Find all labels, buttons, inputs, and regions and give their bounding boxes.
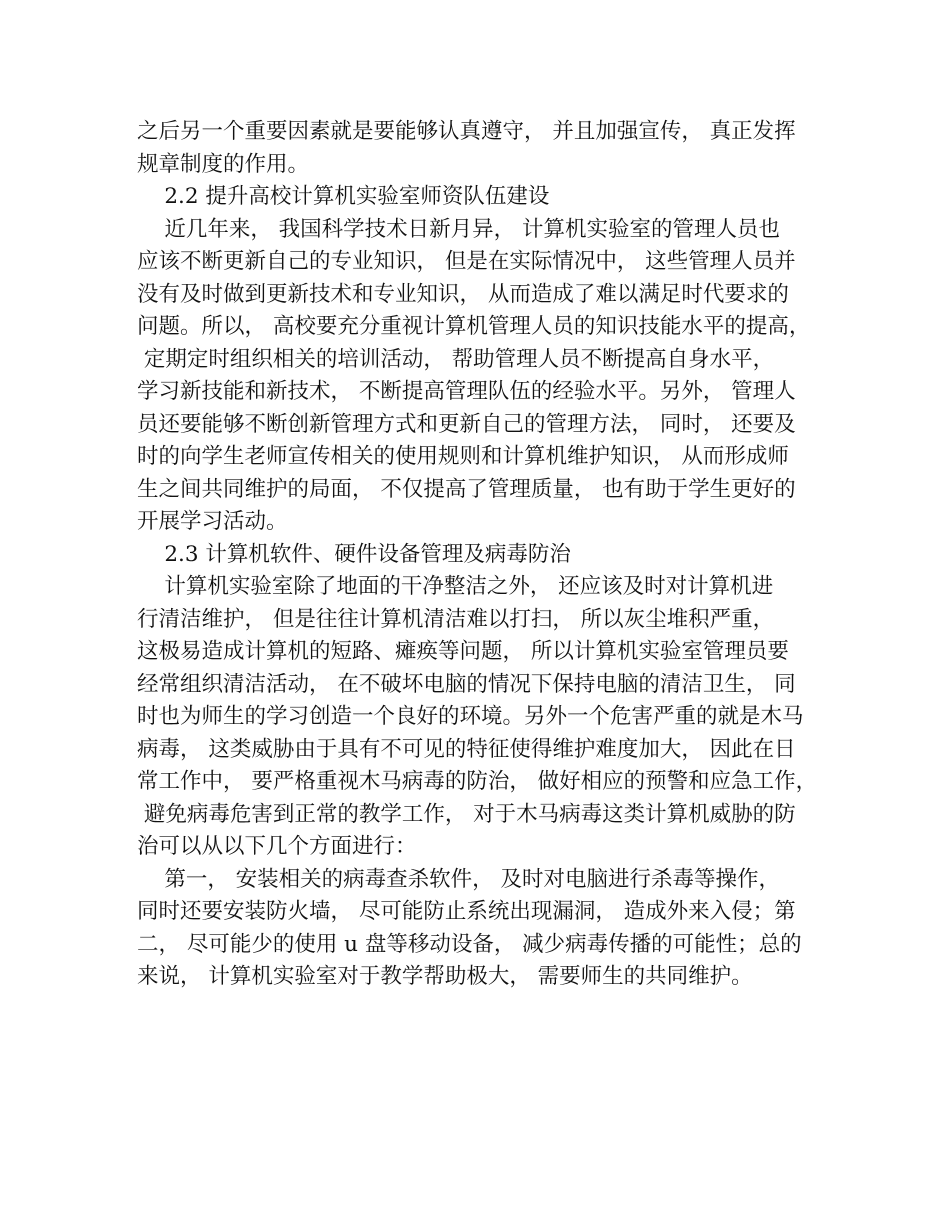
text-line: 经常组织清洁活动， 在不破坏电脑的情况下保持电脑的清洁卫生， 同 xyxy=(137,671,796,697)
text-line: 这极易造成计算机的短路、瘫痪等问题， 所以计算机实验室管理员要 xyxy=(137,639,789,664)
text-line: 避免病毒危害到正常的教学工作， 对于木马病毒这类计算机威胁的防 xyxy=(137,801,796,827)
text-line: 近几年来， 我国科学技术日新月异， 计算机实验室的管理人员也 xyxy=(137,216,781,242)
text-line: 学习新技能和新技术， 不断提高管理队伍的经验水平。另外， 管理人 xyxy=(137,379,796,404)
text-line: 员还要能够不断创新管理方式和更新自己的管理方法， 同时， 还要及 xyxy=(137,411,796,437)
text-line: 定期定时组织相关的培训活动， 帮助管理人员不断提高自身水平， xyxy=(137,346,775,372)
text-line: 开展学习活动。 xyxy=(137,509,288,534)
text-line: 第一， 安装相关的病毒查杀软件， 及时对电脑进行杀毒等操作， xyxy=(137,866,781,892)
section-heading: 2.3 计算机软件、硬件设备管理及病毒防治 xyxy=(137,541,571,567)
text-line: 时也为师生的学习创造一个良好的环境。另外一个危害严重的就是木马 xyxy=(137,704,804,729)
document-body xyxy=(137,116,827,994)
text-line: 二， 尽可能少的使用 u 盘等移动设备， 减少病毒传播的可能性；总的 xyxy=(137,931,802,957)
text-line: 治可以从以下几个方面进行： xyxy=(137,834,417,859)
text-line: 时的向学生老师宣传相关的使用规则和计算机维护知识， 从而形成师 xyxy=(137,444,789,469)
text-line: 来说， 计算机实验室对于教学帮助极大， 需要师生的共同维护。 xyxy=(137,964,753,989)
text-line: 病毒， 这类威胁由于具有不可见的特征使得维护难度加大， 因此在日 xyxy=(137,736,796,762)
text-line: 之后另一个重要因素就是要能够认真遵守， 并且加强宣传， 真正发挥 xyxy=(137,119,796,144)
section-heading: 2.2 提升高校计算机实验室师资队伍建设 xyxy=(137,184,550,209)
text-line: 行清洁维护， 但是往往计算机清洁难以打扫， 所以灰尘堆积严重， xyxy=(137,606,775,632)
text-line: 同时还要安装防火墙， 尽可能防止系统出现漏洞， 造成外来入侵；第 xyxy=(137,899,796,924)
text-line: 常工作中， 要严格重视木马病毒的防治， 做好相应的预警和应急工作， xyxy=(137,769,818,794)
text-line: 应该不断更新自己的专业知识， 但是在实际情况中， 这些管理人员并 xyxy=(137,249,796,274)
text-line: 没有及时做到更新技术和专业知识， 从而造成了难以满足时代要求的 xyxy=(137,281,789,307)
text-line: 规章制度的作用。 xyxy=(137,151,310,177)
text-line: 生之间共同维护的局面， 不仅提高了管理质量， 也有助于学生更好的 xyxy=(137,476,796,502)
text-line: 问题。所以， 高校要充分重视计算机管理人员的知识技能水平的提高， xyxy=(137,314,811,339)
text-line: 计算机实验室除了地面的干净整洁之外， 还应该及时对计算机进 xyxy=(137,574,774,599)
